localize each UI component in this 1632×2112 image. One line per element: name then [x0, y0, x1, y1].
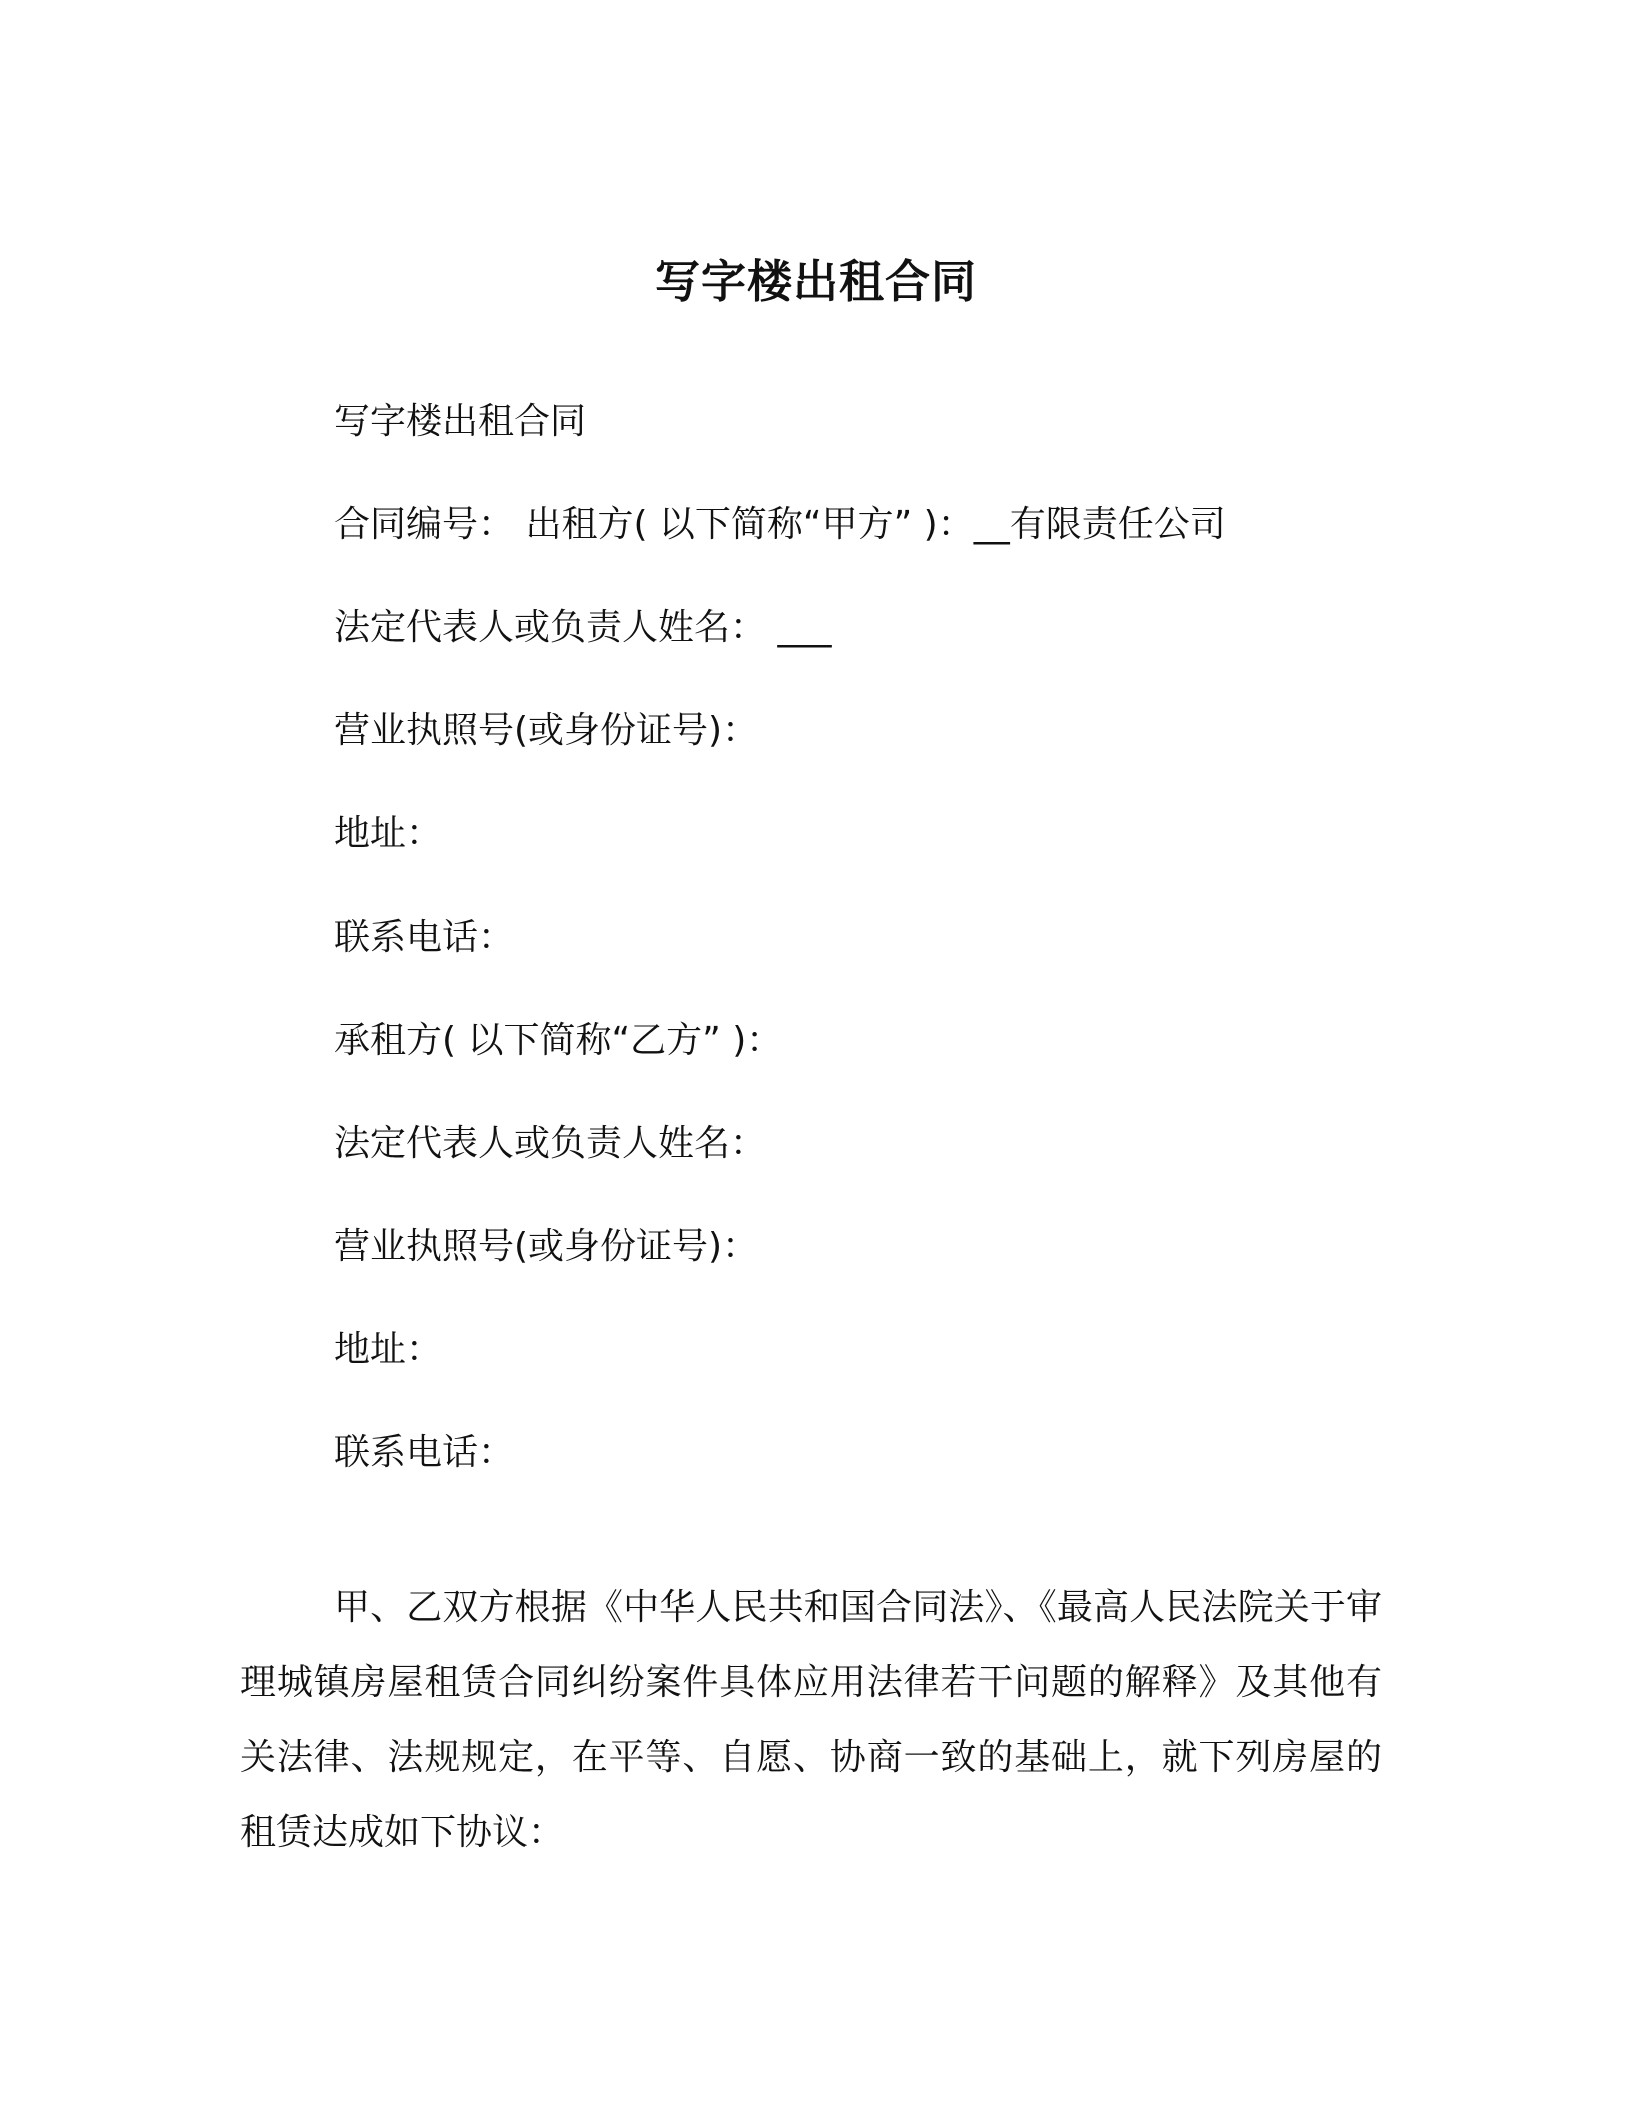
lessee-phone-line: 联系电话： [334, 1432, 515, 1473]
agreement-paragraph: 甲、乙双方根据《中华人民共和国合同法》、《最高人民法院关于审理城镇房屋租赁合同纠纷案件具体应用法律若干问题的解释》及其他有关法律、法规规定，在平等、自愿、协商一致的基础上，就下列房屋的租赁达成如下协议： [240, 1587, 1382, 1853]
lessee-license-line: 营业执照号(或身份证号)： [334, 1226, 759, 1267]
lessee-address-line: 地址： [334, 1329, 443, 1370]
lessor-representative-line: 法定代表人或负责人姓名： ___ [334, 607, 832, 648]
contract-number-and-lessor-line: 合同编号： 出租方( 以下简称“甲方” )：__有限责任公司 [334, 504, 1226, 545]
lessor-address-line: 地址： [334, 813, 443, 854]
lessor-license-line: 营业执照号(或身份证号)： [334, 710, 759, 751]
contract-subtitle: 写字楼出租合同 [334, 401, 587, 442]
lessee-representative-line: 法定代表人或负责人姓名： [334, 1123, 767, 1164]
lessee-line: 承租方( 以下简称“乙方” )： [334, 1020, 783, 1061]
lessor-phone-line: 联系电话： [334, 917, 515, 958]
document-title: 写字楼出租合同 [654, 255, 977, 309]
